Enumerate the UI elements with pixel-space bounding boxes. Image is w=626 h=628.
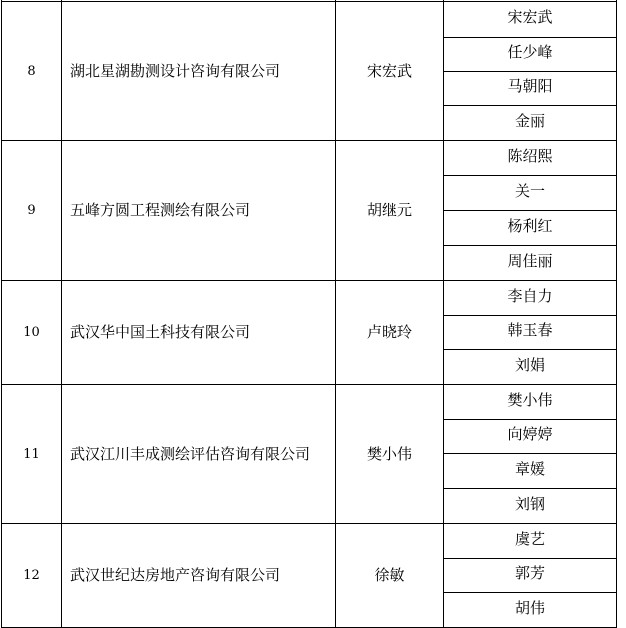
member-name: 虞艺 (514, 529, 545, 548)
member-name: 韩玉春 (507, 321, 553, 339)
company-name: 武汉江川丰成测绘评估咨询有限公司 (70, 444, 311, 463)
member-name: 李自力 (507, 286, 553, 305)
group-leader: 徐敏 (374, 566, 405, 584)
member-name: 章媛 (514, 459, 545, 478)
member-name: 杨利红 (507, 216, 553, 235)
group-number: 8 (27, 63, 36, 79)
member-name: 马朝阳 (507, 77, 553, 95)
group-leader: 宋宏武 (366, 61, 412, 80)
group-number: 11 (23, 446, 40, 462)
group-leader: 胡继元 (366, 201, 412, 219)
member-name: 向婷婷 (507, 425, 553, 443)
member-name: 刘钢 (514, 494, 545, 513)
member-name: 胡伟 (514, 598, 545, 617)
group-number: 10 (23, 325, 40, 340)
member-name: 刘娟 (514, 355, 545, 374)
group-leader: 卢晓玲 (366, 323, 412, 341)
member-name: 宋宏武 (507, 8, 553, 26)
member-name: 关一 (514, 181, 545, 200)
member-name: 樊小伟 (507, 390, 553, 409)
member-name: 周佳丽 (507, 251, 553, 270)
member-name: 郭芳 (514, 564, 545, 582)
group-number: 12 (23, 568, 40, 583)
group-leader: 樊小伟 (366, 444, 412, 463)
column-border (616, 0, 617, 627)
member-name: 陈绍熙 (507, 146, 553, 165)
member-name: 金丽 (514, 111, 545, 130)
group-number: 9 (27, 203, 36, 218)
member-name: 任少峰 (507, 43, 553, 61)
company-name: 武汉华中国土科技有限公司 (70, 323, 251, 341)
company-name: 湖北星湖勘测设计咨询有限公司 (70, 61, 281, 80)
company-name: 武汉世纪达房地产咨询有限公司 (70, 566, 281, 584)
company-name: 五峰方圆工程测绘有限公司 (70, 201, 251, 219)
